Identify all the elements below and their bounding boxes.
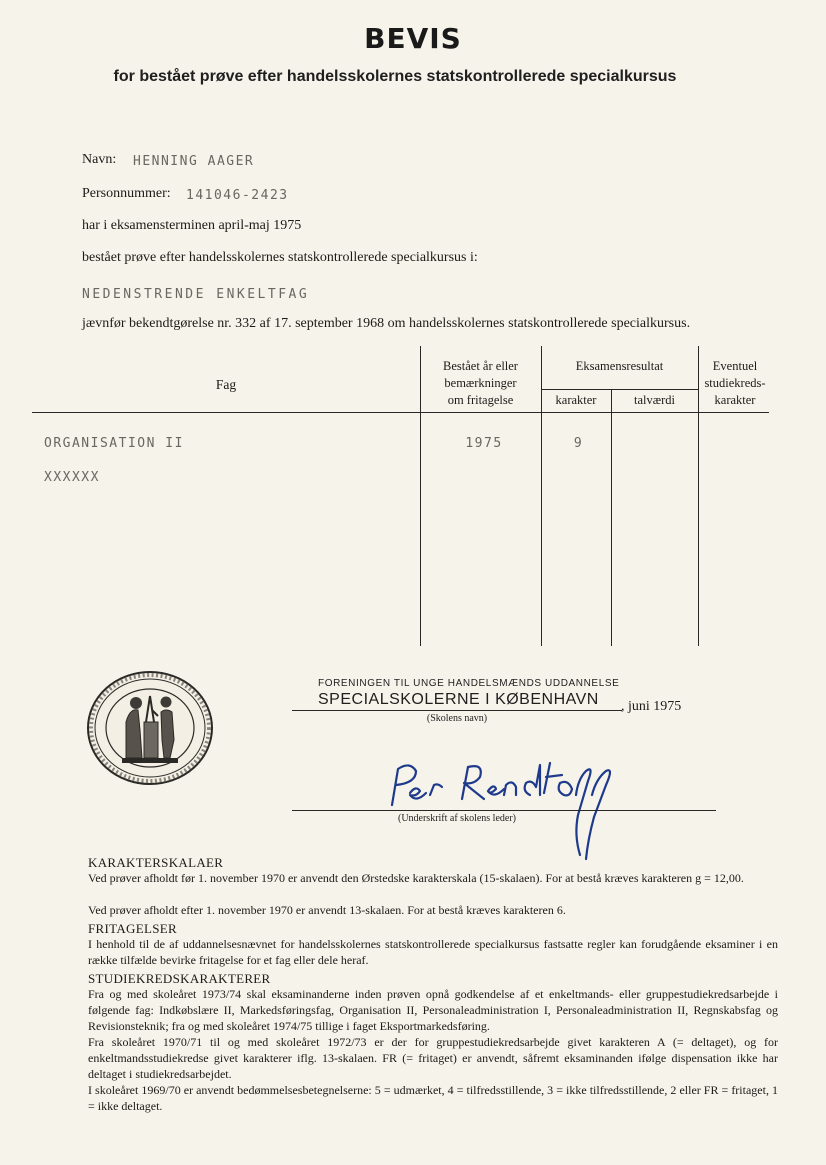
- signature-caption: (Underskrift af skolens leder): [397, 813, 516, 824]
- section-paragraph: Fra og med skoleåret 1973/74 skal eksaminanderne inden prøven opnå godkendelse af et enkeltmands- eller gruppestudiekredsarbejde i følgende fag: Indkøbslære II, Markedsføringsfag, Organisation II, Personaleadministration I, Personaleadministration II, Regnskabsfag og Revisionsteknik; fra og med skoleåret 1974/75 tillige i faget Eksportmarkedsføring.: [88, 987, 778, 1033]
- passed-text: bestået prøve efter handelsskolernes statskontrollerede specialkursus i:: [82, 250, 478, 265]
- exam-term-text: har i eksamensterminen april-maj 1975: [82, 218, 302, 233]
- school-name: SPECIALSKOLERNE I KØBENHAVN: [318, 691, 599, 708]
- section-paragraph: I skoleåret 1969/70 er anvendt bedømmelsesbetegnelserne: 5 = udmærket, 4 = tilfredsstillende, 3 = ikke tilfredsstillende, 2 eller FR = fritaget, 1 = ikke deltaget.: [88, 1083, 778, 1113]
- section-paragraph: Ved prøver afholdt efter 1. november 1970 er anvendt 13-skalaen. For at bestå kræves karakteren 6.: [88, 903, 566, 917]
- document-title: BEVIS: [364, 22, 462, 55]
- school-seal-icon: [86, 670, 214, 791]
- cpr-label: Personnummer:: [82, 186, 171, 201]
- name-value: HENNING AAGER: [133, 154, 255, 169]
- table-subheader-rule: [541, 389, 698, 390]
- org-name: FORENINGEN TIL UNGE HANDELSMÆNDS UDDANNELSE: [318, 678, 620, 689]
- row-year: 1975: [465, 436, 503, 451]
- row-fag: XXXXXX: [44, 470, 100, 485]
- col-header-karakter: karakter: [555, 393, 597, 407]
- cpr-value: 141046-2423: [186, 188, 289, 203]
- school-name-line: [292, 710, 622, 711]
- reference-text: jævnfør bekendtgørelse nr. 332 af 17. september 1968 om handelsskolernes statskontrollerede specialkursus.: [82, 316, 691, 331]
- row-karakter: 9: [573, 436, 584, 451]
- col-header-talvaerdi: talværdi: [634, 393, 675, 407]
- section-paragraph: Fra skoleåret 1970/71 til og med skoleåret 1972/73 er der for gruppestudiekredsarbejde givet karakteren A (= deltaget), og for enkeltmandsstudiekredse givet karakterer iflg. 13-skalaen. FR (= fritaget) er anvendt, såfremt eksaminanden ifølge dispensation ikke har deltaget i studiekredsarbejdet.: [88, 1035, 778, 1081]
- section-paragraph: I henhold til de af uddannelsesnævnet for handelsskolernes statskontrollerede specialkursus fastsatte regler kan forudgående eksaminer i en række tilfælde bevirke fritagelse for et fag eller dele heraf.: [88, 937, 778, 967]
- section-heading: KARAKTERSKALAER: [88, 855, 224, 870]
- school-name-caption: (Skolens navn): [426, 713, 488, 724]
- section-heading: STUDIEKREDSKARAKTERER: [88, 971, 271, 986]
- table-divider: [541, 346, 542, 646]
- issue-date: , juni 1975: [621, 699, 682, 714]
- section-heading: FRITAGELSER: [88, 921, 177, 936]
- col-header-eventuel: Eventuel studiekreds- karakter: [704, 359, 766, 407]
- col-header-result: Eksamensresultat: [575, 359, 664, 373]
- col-header-fag: Fag: [215, 377, 237, 392]
- table-header-rule: [32, 412, 769, 413]
- name-label: Navn:: [82, 152, 117, 167]
- table-divider: [611, 390, 612, 646]
- row-fag: ORGANISATION II: [44, 436, 184, 451]
- signature-line: [292, 810, 716, 811]
- document-subtitle: for bestået prøve efter handelsskolernes statskontrollerede specialkursus: [113, 68, 677, 85]
- section-paragraph: Ved prøver afholdt før 1. november 1970 er anvendt den Ørstedske karakterskala (15-skalaen). For at bestå kræves karakteren g = 12,00.: [88, 871, 744, 885]
- course-value: NEDENSTRENDE ENKELTFAG: [82, 287, 310, 302]
- col-header-year: Bestået år eller bemærkninger om fritagelse: [443, 359, 518, 407]
